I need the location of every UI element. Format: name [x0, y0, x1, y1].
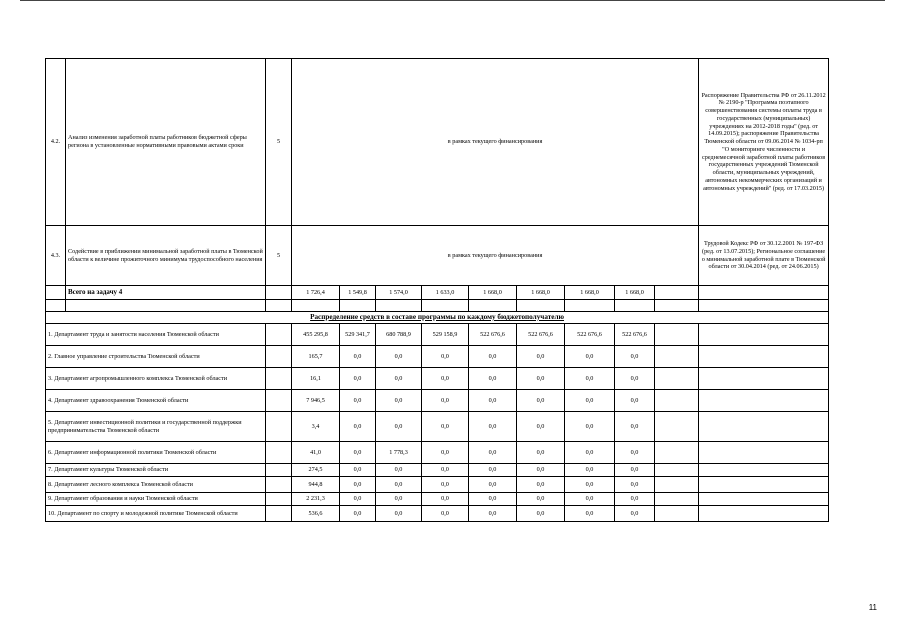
recipient-row [46, 346, 829, 368]
recipient-value: 0,0 [469, 477, 517, 493]
recipient-row [46, 324, 829, 346]
recipient-value: 0,0 [376, 477, 422, 493]
recipient-value: 0,0 [469, 493, 517, 506]
recipient-value: 2 231,3 [292, 493, 340, 506]
recipient-value: 0,0 [376, 464, 422, 477]
recipient-value: 536,6 [292, 506, 340, 522]
table-row [46, 226, 829, 286]
recipient-value: 0,0 [340, 412, 376, 442]
empty-cell [266, 390, 292, 412]
recipient-value: 0,0 [565, 390, 615, 412]
recipient-value: 0,0 [565, 368, 615, 390]
recipient-value: 274,5 [292, 464, 340, 477]
recipient-value: 0,0 [517, 477, 565, 493]
recipient-name: 2. Главное управление строительства Тюменской области [46, 346, 266, 368]
total-value: 1 726,4 [292, 286, 340, 300]
recipient-value: 0,0 [340, 442, 376, 464]
recipient-value: 0,0 [422, 390, 469, 412]
recipient-name: 4. Департамент здравоохранения Тюменской области [46, 390, 266, 412]
program-table [45, 58, 829, 522]
table-body [46, 59, 829, 522]
empty-cell [699, 368, 829, 390]
empty-cell [699, 477, 829, 493]
financing-cell: в рамках текущего финансирования [292, 59, 699, 226]
empty-cell [699, 286, 829, 300]
row-number: 4.3. [46, 226, 66, 286]
empty-cell [655, 286, 699, 300]
recipient-value: 0,0 [422, 493, 469, 506]
empty-cell [699, 464, 829, 477]
recipient-value: 0,0 [517, 346, 565, 368]
recipient-value: 0,0 [340, 477, 376, 493]
total-value: 1 668,0 [517, 286, 565, 300]
legal-basis-cell: Распоряжение Правительства РФ от 26.11.2012 № 2190-р "Программа поэтапного совершенствования системы оплаты труда в государственных (муниципальных) учреждениях на 2012-2018 годы" (ред. от 14.09.2015); распоряжение Правительства Тюменской области от 09.06.2014 № 1034-рп "О мониторинге численности и среднемесячной заработной платы работников государственных учреждений Тюменской области, муниципальных учреждений, автономных некоммерческих организаций и автономных учреждений" (ред. от 17.03.2015) [699, 59, 829, 226]
empty-cell [655, 324, 699, 346]
empty-cell [266, 324, 292, 346]
recipient-value: 0,0 [615, 390, 655, 412]
legal-basis-cell: Трудовой Кодекс РФ от 30.12.2001 № 197-ФЗ (ред. от 13.07.2015); Региональное соглашение о минимальной заработной плате в Тюменской области от 30.04.2014 (ред. от 24.06.2015) [699, 226, 829, 286]
total-row [46, 286, 829, 300]
total-value: 1 549,8 [340, 286, 376, 300]
recipient-value: 0,0 [565, 346, 615, 368]
empty-cell [46, 300, 66, 312]
recipient-value: 0,0 [422, 412, 469, 442]
recipient-value: 0,0 [422, 346, 469, 368]
term-cell: 5 [266, 226, 292, 286]
empty-cell [699, 412, 829, 442]
empty-cell [266, 464, 292, 477]
empty-cell [266, 506, 292, 522]
recipient-value: 522 676,6 [565, 324, 615, 346]
recipient-value: 0,0 [376, 493, 422, 506]
recipient-value: 0,0 [615, 506, 655, 522]
recipient-value: 0,0 [469, 506, 517, 522]
empty-cell [266, 412, 292, 442]
recipient-value: 0,0 [565, 412, 615, 442]
measure-name: Анализ изменения заработной платы работников бюджетной сферы региона в установленные нормативными правовыми актами сроки [66, 59, 266, 226]
recipient-value: 0,0 [376, 390, 422, 412]
empty-cell [266, 493, 292, 506]
empty-cell [422, 300, 469, 312]
recipient-value: 0,0 [615, 346, 655, 368]
empty-cell [655, 493, 699, 506]
empty-cell [46, 286, 66, 300]
recipient-value: 529 158,9 [422, 324, 469, 346]
recipient-value: 0,0 [517, 412, 565, 442]
empty-cell [266, 286, 292, 300]
row-number: 4.2. [46, 59, 66, 226]
empty-cell [266, 346, 292, 368]
empty-cell [699, 300, 829, 312]
recipient-value: 0,0 [422, 368, 469, 390]
recipient-value: 522 676,6 [517, 324, 565, 346]
recipient-value: 0,0 [340, 390, 376, 412]
section-title: Распределение средств в составе программы по каждому бюджетополучателю [46, 312, 829, 324]
empty-cell [699, 390, 829, 412]
recipient-value: 7 946,5 [292, 390, 340, 412]
empty-cell [376, 300, 422, 312]
recipient-value: 522 676,6 [615, 324, 655, 346]
total-value: 1 633,0 [422, 286, 469, 300]
recipient-value: 0,0 [615, 493, 655, 506]
spacer-row [46, 300, 829, 312]
empty-cell [655, 464, 699, 477]
empty-cell [655, 346, 699, 368]
measure-name: Содействие в приближении минимальной заработной платы в Тюменской области к величине прожиточного минимума трудоспособного населения [66, 226, 266, 286]
recipient-row [46, 412, 829, 442]
empty-cell [655, 442, 699, 464]
empty-cell [699, 324, 829, 346]
recipient-value: 0,0 [615, 477, 655, 493]
recipient-value: 0,0 [615, 412, 655, 442]
recipient-value: 16,1 [292, 368, 340, 390]
recipient-value: 0,0 [376, 346, 422, 368]
total-value: 1 668,0 [615, 286, 655, 300]
recipient-value: 3,4 [292, 412, 340, 442]
recipient-value: 522 676,6 [469, 324, 517, 346]
recipient-value: 0,0 [469, 390, 517, 412]
recipient-value: 0,0 [340, 346, 376, 368]
empty-cell [66, 300, 266, 312]
recipient-row [46, 493, 829, 506]
financing-cell: в рамках текущего финансирования [292, 226, 699, 286]
recipient-name: 10. Департамент по спорту и молодежной политике Тюменской области [46, 506, 266, 522]
total-value: 1 668,0 [469, 286, 517, 300]
empty-cell [565, 300, 615, 312]
recipient-name: 5. Департамент инвестиционной политики и государственной поддержки предпринимательства Тюменской области [46, 412, 266, 442]
recipient-value: 0,0 [340, 493, 376, 506]
recipient-value: 1 778,3 [376, 442, 422, 464]
recipient-value: 0,0 [565, 442, 615, 464]
recipient-value: 680 788,9 [376, 324, 422, 346]
recipient-value: 0,0 [376, 412, 422, 442]
recipient-value: 0,0 [340, 368, 376, 390]
recipient-row [46, 442, 829, 464]
recipient-value: 0,0 [517, 368, 565, 390]
recipient-value: 0,0 [340, 464, 376, 477]
recipient-value: 0,0 [565, 477, 615, 493]
recipient-value: 0,0 [469, 412, 517, 442]
recipient-value: 0,0 [517, 506, 565, 522]
empty-cell [655, 477, 699, 493]
empty-cell [655, 506, 699, 522]
total-value: 1 668,0 [565, 286, 615, 300]
table-row [46, 59, 829, 226]
empty-cell [655, 300, 699, 312]
recipient-value: 0,0 [469, 464, 517, 477]
section-row [46, 312, 829, 324]
recipient-value: 0,0 [340, 506, 376, 522]
total-value: 1 574,0 [376, 286, 422, 300]
recipient-value: 0,0 [517, 464, 565, 477]
recipient-name: 3. Департамент агропромышленного комплекса Тюменской области [46, 368, 266, 390]
recipient-value: 0,0 [615, 442, 655, 464]
recipient-value: 0,0 [422, 477, 469, 493]
recipient-name: 9. Департамент образования и науки Тюменской области [46, 493, 266, 506]
recipient-value: 0,0 [469, 368, 517, 390]
empty-cell [266, 368, 292, 390]
empty-cell [699, 346, 829, 368]
empty-cell [266, 300, 292, 312]
recipient-row [46, 506, 829, 522]
recipient-value: 0,0 [376, 368, 422, 390]
term-cell: 5 [266, 59, 292, 226]
page-number: 11 [868, 603, 877, 612]
recipient-value: 0,0 [615, 368, 655, 390]
empty-cell [615, 300, 655, 312]
recipient-value: 0,0 [517, 442, 565, 464]
empty-cell [655, 412, 699, 442]
recipient-value: 0,0 [565, 506, 615, 522]
empty-cell [699, 493, 829, 506]
empty-cell [340, 300, 376, 312]
empty-cell [517, 300, 565, 312]
recipient-row [46, 390, 829, 412]
recipient-value: 165,7 [292, 346, 340, 368]
recipient-value: 0,0 [517, 390, 565, 412]
recipient-name: 1. Департамент труда и занятости населения Тюменской области [46, 324, 266, 346]
recipient-row [46, 464, 829, 477]
recipient-value: 455 295,8 [292, 324, 340, 346]
recipient-value: 529 341,7 [340, 324, 376, 346]
recipient-value: 0,0 [615, 464, 655, 477]
empty-cell [266, 442, 292, 464]
empty-cell [655, 368, 699, 390]
recipient-value: 944,8 [292, 477, 340, 493]
recipient-row [46, 477, 829, 493]
empty-cell [469, 300, 517, 312]
recipient-value: 0,0 [517, 493, 565, 506]
recipient-row [46, 368, 829, 390]
recipient-value: 0,0 [376, 506, 422, 522]
recipient-name: 6. Департамент информационной политики Тюменской области [46, 442, 266, 464]
empty-cell [699, 442, 829, 464]
recipient-value: 0,0 [469, 346, 517, 368]
total-label: Всего на задачу 4 [66, 286, 266, 300]
recipient-value: 41,0 [292, 442, 340, 464]
recipient-value: 0,0 [565, 493, 615, 506]
empty-cell [699, 506, 829, 522]
recipient-value: 0,0 [422, 506, 469, 522]
recipient-name: 7. Департамент культуры Тюменской области [46, 464, 266, 477]
recipient-value: 0,0 [422, 442, 469, 464]
recipient-name: 8. Департамент лесного комплекса Тюменской области [46, 477, 266, 493]
recipient-value: 0,0 [565, 464, 615, 477]
empty-cell [292, 300, 340, 312]
empty-cell [655, 390, 699, 412]
recipient-value: 0,0 [469, 442, 517, 464]
empty-cell [266, 477, 292, 493]
top-border-line [20, 0, 885, 4]
recipient-value: 0,0 [422, 464, 469, 477]
